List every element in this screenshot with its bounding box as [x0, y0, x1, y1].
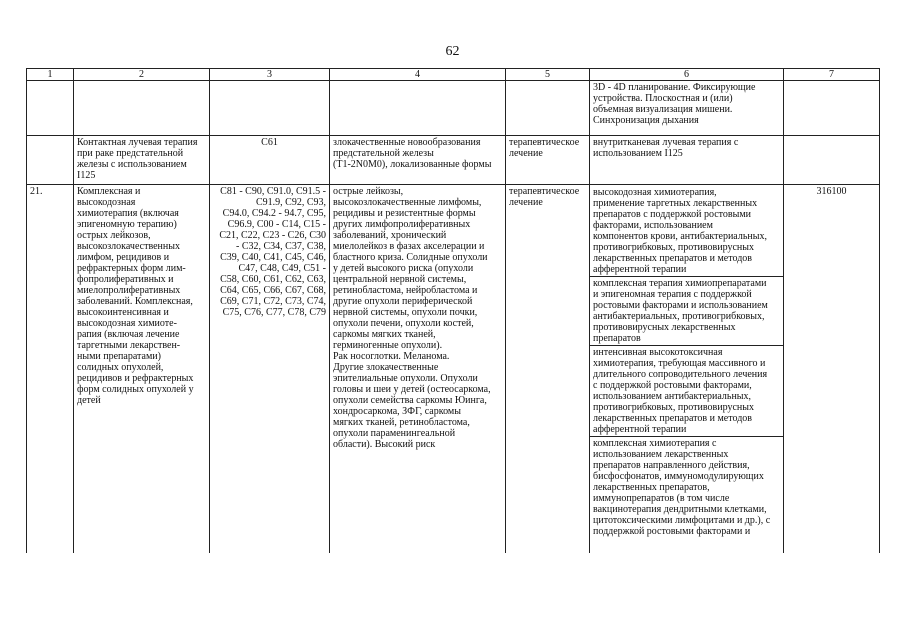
text-line: C58, C60, C61, C62, C63,	[220, 274, 326, 285]
text-line: опухоли семейства саркомы Юинга,	[333, 395, 487, 406]
text-line: ными препаратами)	[77, 351, 161, 362]
treatment-method-cell	[590, 81, 784, 136]
text-line: острых лейкозов,	[77, 230, 151, 241]
text-line: химиотерапия (включая	[77, 208, 179, 219]
text-line: C81 - C90, C91.0, C91.5 -	[220, 186, 326, 197]
treatment-method-block	[590, 437, 783, 538]
text-line: миелопролиферативных	[77, 285, 181, 296]
text-line: противогрибковых, противовирусных	[593, 402, 754, 413]
text-line: рецидивов и рефрактерных	[77, 373, 194, 384]
empty-cell	[27, 136, 74, 185]
treatment-method-block	[590, 186, 783, 277]
text-line: центральной нервной системы,	[333, 274, 467, 285]
text-line: при раке предстательной	[77, 148, 184, 159]
empty-cell	[506, 81, 590, 136]
text-line: использованием антибактериальных,	[593, 391, 752, 402]
text-line: афферентной терапии	[593, 264, 687, 275]
text-line: предстательной железы	[333, 148, 434, 159]
text-line: антибактериальных, противогрибковых,	[593, 311, 765, 322]
text-line: длительного сопроводительного лечения	[593, 369, 768, 380]
text-line: Комплексная и	[77, 186, 141, 197]
empty-cell	[210, 81, 330, 136]
text-line: эпигеномную терапию)	[77, 219, 177, 230]
text-line: C47, C48, C49, C51 -	[238, 263, 326, 274]
text-line: злокачественные новообразования	[333, 137, 481, 148]
text-line: острые лейкозы,	[333, 186, 404, 197]
text-line: Другие злокачественные	[333, 362, 439, 373]
text-line: препаратов	[593, 333, 641, 344]
row-number-cell: 21.	[27, 185, 74, 554]
text-line: (T1-2N0M0), локализованные формы	[333, 159, 492, 170]
text-line: таргетными лекарствен-	[77, 340, 181, 351]
header-cell: 6	[590, 69, 784, 81]
text-line: C75, C76, C77, C78, C79	[222, 307, 326, 318]
text-line: лимфом, рецидивов и	[77, 252, 170, 263]
header-cell: 7	[784, 69, 880, 81]
text-line: C94.0, C94.2 - 94.7, C95,	[222, 208, 326, 219]
treatment-type-cell	[506, 185, 590, 554]
text-line: Контактная лучевая терапия	[77, 137, 198, 148]
text-line: железы с использованием	[77, 159, 187, 170]
text-line: противовирусных лекарственных	[593, 322, 736, 333]
empty-cell	[784, 81, 880, 136]
text-line: противогрибковых, противовирусных	[593, 242, 754, 253]
patient-model-cell	[330, 136, 506, 185]
patient-model-cell	[330, 185, 506, 554]
text-line: высокодозная химиотерапия,	[593, 187, 717, 198]
empty-cell	[74, 81, 210, 136]
text-line: заболеваний, хронический	[333, 230, 447, 241]
text-line: у детей высокого риска (опухоли	[333, 263, 474, 274]
text-line: C21, C22, C23 - C26, C30	[219, 230, 326, 241]
care-type-cell	[74, 185, 210, 554]
medical-care-table	[26, 68, 880, 553]
text-line: Рак носоглотки. Меланома.	[333, 351, 450, 362]
text-line: C69, C71, C72, C73, C74,	[220, 296, 326, 307]
text-line: цитотоксическими лимфоцитами и др.), с	[593, 515, 771, 526]
text-line: других лимфопролиферативных	[333, 219, 471, 230]
text-line: саркомы мягких тканей,	[333, 329, 436, 340]
text-line: лечение	[509, 197, 543, 208]
text-line: C91.9, C92, C93,	[255, 197, 326, 208]
text-line: и эпигеномная терапия с поддержкой	[593, 289, 752, 300]
text-line: нервной системы, опухоли почки,	[333, 307, 478, 318]
text-line: лекарственных препаратов,	[593, 482, 710, 493]
text-line: высокозлокачественные лимфомы,	[333, 197, 482, 208]
text-line: высокодозная химиоте-	[77, 318, 177, 329]
care-type-cell	[74, 136, 210, 185]
header-cell: 3	[210, 69, 330, 81]
text-line: заболеваний. Комплексная,	[77, 296, 193, 307]
text-line: поддержкой ростовыми факторами и	[593, 526, 751, 537]
text-line: иммунопрепаратов (в том числе	[593, 493, 730, 504]
empty-cell	[330, 81, 506, 136]
text-line: вакцинотерапия дендритными клетками,	[593, 504, 767, 515]
text-line: C64, C65, C66, C67, C68,	[220, 285, 326, 296]
text-line: опухоли печени, опухоли костей,	[333, 318, 474, 329]
text-line: области). Высокий риск	[333, 439, 436, 450]
table-row	[27, 81, 880, 136]
text-line: герминогенные опухоли).	[333, 340, 443, 351]
text-line: факторами, использованием	[593, 220, 713, 231]
text-line: лечение	[509, 148, 543, 159]
text-line: афферентной терапии	[593, 424, 687, 435]
treatment-type-cell	[506, 136, 590, 185]
text-line: рапия (включая лечение	[77, 329, 180, 340]
treatment-method-block	[590, 277, 783, 346]
text-line: химиотерапия, требующая массивного и	[593, 358, 766, 369]
text-line: Синхронизация дыхания	[593, 115, 699, 126]
header-cell: 1	[27, 69, 74, 81]
text-line: бисфосфонатов, иммуномодулирующих	[593, 471, 764, 482]
header-cell: 5	[506, 69, 590, 81]
text-line: C96.9, C00 - C14, C15 -	[227, 219, 326, 230]
text-line: 3D - 4D планирование. Фиксирующие	[593, 82, 756, 93]
table-header-row	[27, 69, 880, 81]
text-line: рефрактерных форм лим-	[77, 263, 186, 274]
text-line: препаратов с поддержкой ростовыми	[593, 209, 751, 220]
treatment-method-block	[590, 346, 783, 437]
header-cell: 2	[74, 69, 210, 81]
text-line: с поддержкой ростовыми факторами,	[593, 380, 752, 391]
text-line: устройства. Плоскостная и (или)	[593, 93, 733, 104]
text-line: комплексная химиотерапия с	[593, 438, 717, 449]
empty-cell	[784, 136, 880, 185]
treatment-method-cell	[590, 185, 784, 554]
text-line: высокозлокачественных	[77, 241, 180, 252]
text-line: фопролиферативных и	[77, 274, 174, 285]
text-line: лекарственных препаратов и методов	[593, 253, 753, 264]
text-line: внутритканевая лучевая терапия с	[593, 137, 739, 148]
header-cell: 4	[330, 69, 506, 81]
text-line: эпителиальные опухоли. Опухоли	[333, 373, 478, 384]
text-line: лекарственных препаратов и методов	[593, 413, 753, 424]
text-line: высокоинтенсивная и	[77, 307, 169, 318]
text-line: детей	[77, 395, 101, 406]
treatment-method-cell	[590, 136, 784, 185]
text-line: применение таргетных лекарственных	[593, 198, 758, 209]
cost-cell: 316100	[784, 185, 880, 554]
table-row	[27, 136, 880, 185]
text-line: терапевтическое	[509, 137, 580, 148]
text-line: интенсивная высокотоксичная	[593, 347, 723, 358]
text-line: высокодозная	[77, 197, 136, 208]
text-line: солидных опухолей,	[77, 362, 164, 373]
text-line: ростовыми факторами и использованием	[593, 300, 768, 311]
page-number: 62	[445, 44, 460, 59]
text-line: хондросаркома, ЗФГ, саркомы	[333, 406, 461, 417]
text-line: терапевтическое	[509, 186, 580, 197]
text-line: препаратов направленного действия,	[593, 460, 750, 471]
text-line: другие опухоли периферической	[333, 296, 473, 307]
text-line: - C32, C34, C37, C38,	[235, 241, 326, 252]
text-line: форм солидных опухолей у	[77, 384, 194, 395]
text-line: рецидивы и резистентные формы	[333, 208, 476, 219]
text-line: объемная визуализация мишени.	[593, 104, 733, 115]
text-line: использованием лекарственных	[593, 449, 729, 460]
text-line: опухоли параменингеальной	[333, 428, 456, 439]
table-row	[27, 185, 880, 554]
text-line: I125	[77, 170, 96, 181]
text-line: компонентов крови, антибактериальных,	[593, 231, 767, 242]
text-line: использованием I125	[593, 148, 683, 159]
text-line: комплексная терапия химиопрепаратами	[593, 278, 767, 289]
text-line: миелолейкоз в фазах акселерации и	[333, 241, 485, 252]
icd-code-cell: C61	[210, 136, 330, 185]
text-line: ретинобластома, нейробластома и	[333, 285, 478, 296]
text-line: головы и шеи у детей (остеосаркома,	[333, 384, 491, 395]
icd-code-cell	[210, 185, 330, 554]
empty-cell	[27, 81, 74, 136]
text-line: бластного криза. Солидные опухоли	[333, 252, 488, 263]
text-line: мягких тканей, ретинобластома,	[333, 417, 470, 428]
text-line: C39, C40, C41, C45, C46,	[220, 252, 326, 263]
